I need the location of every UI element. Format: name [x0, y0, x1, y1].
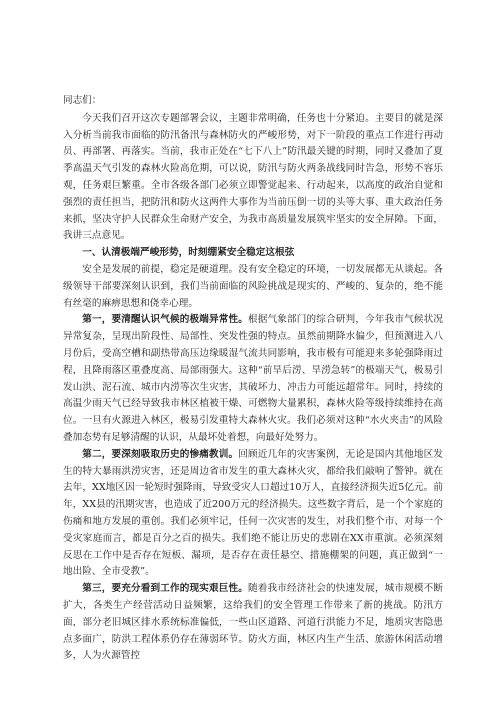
intro-paragraph: 今天我们召开这次专题部署会议，主题非常明确，任务也十分紧迫。主要目的就是深入分析当前我市面临的防汛备汛与森林防火的严峻形势，对下一阶段的重点工作进行再动员、再部署、再落实。当前，我市正处在“七下八上”防汛最关键的时期，同时又叠加了夏季高温天气引发的森林火险高危期，可以说，防汛与防火两条战线同时告急，形势不容乐观，任务艰巨繁重。全市各级各部门必须立即警觉起来、行动起来，以高度的政治自觉和强烈的责任担当，把防汛和防火这两件大事作为当前压倒一切的头等大事、重大政治任务来抓，坚决守护人民群众生命财产安全，为我市高质量发展筑牢坚实的安全屏障。下面，我讲三点意见。	[63, 112, 443, 242]
greeting: 同志们：	[63, 95, 102, 106]
point-1-paragraph	[63, 312, 443, 446]
point-1-body: 根据气象部门的综合研判，今年我市气候状况异常复杂，呈现出阶段性、局部性、突发性强的特点。虽然前期降水偏少，但预测进入八月份后，受高空槽和副热带高压边缘暖湿气流共同影响，我市极有可能迎来多轮强降雨过程，且降雨落区重叠度高、局部雨强大。这种“前旱后涝、旱涝急转”的极端天气，极易引发山洪、泥石流、城市内涝等次生灾害，其破坏力、冲击力可能远超常年。同时，持续的高温少雨天气已经导致我市林区植被干燥、可燃物大量累积，森林火险等级持续维持在高位。一旦有火源进入林区，极易引发重特大森林火灾。我们必须对这种“水火夹击”的风险叠加态势有足够清醒的认识，从最坏处着想，向最好处努力。	[63, 314, 443, 443]
point-3-lead: 第三，要充分看到工作的现实艰巨性。	[82, 583, 249, 595]
point-2-body: 回顾近几年的灾害案例，无论是国内其他地区发生的特大暴雨洪涝灾害，还是周边省市发生的重大森林火灾，都给我们敲响了警钟。就在去年，XX地区因一轮短时强降雨，导致受灾人口超过10万人，直接经济损失近5亿元。前年，XX县的汛期灾害，也造成了近200万元的经济损失。这些数字背后，是一个个家庭的伤痛和地方发展的重创。我们必须牢记，任何一次灾害的发生，对我们整个市、对每一个受灾家庭而言，都是百分之百的损失。我们绝不能让历史的悲剧在XX市重演。必须深刻反思在工作中是否存在短板、漏项，是否存在责任悬空、措施棚架的问题，真正做到“一地出险、全市受教”。	[63, 448, 443, 578]
section-heading-1: 一、认清极端严峻形势，时刻绷紧安全稳定这根弦	[82, 247, 295, 259]
point-3-paragraph	[63, 581, 443, 665]
point-2-lead: 第二，要深刻吸取历史的惨痛教训。	[82, 448, 239, 460]
point-3-body: 随着我市经济社会的快速发展，城市规模不断扩大，各类生产经营活动日益频繁，这给我们的安全管理工作带来了新的挑战。防汛方面，部分老旧城区排水系统标准偏低，一些山区道路、河道行洪能力不足，地质灾害隐患点多面广，防洪工程体系仍存在薄弱环节。防火方面，林区内生产生活、旅游休闲活动增多，人为火源管控	[63, 583, 443, 662]
section-1-paragraph: 安全是发展的前提，稳定是硬道理。没有安全稳定的环境，一切发展都无从谈起。各级领导干部要深刻认识到，我们当前面临的风险挑战是现实的、严峻的、复杂的，绝不能有丝毫的麻痹思想和侥幸心理。	[63, 263, 443, 309]
point-2-paragraph	[63, 447, 443, 581]
point-1-lead: 第一，要清醒认识气候的极端异常性。	[82, 314, 249, 326]
